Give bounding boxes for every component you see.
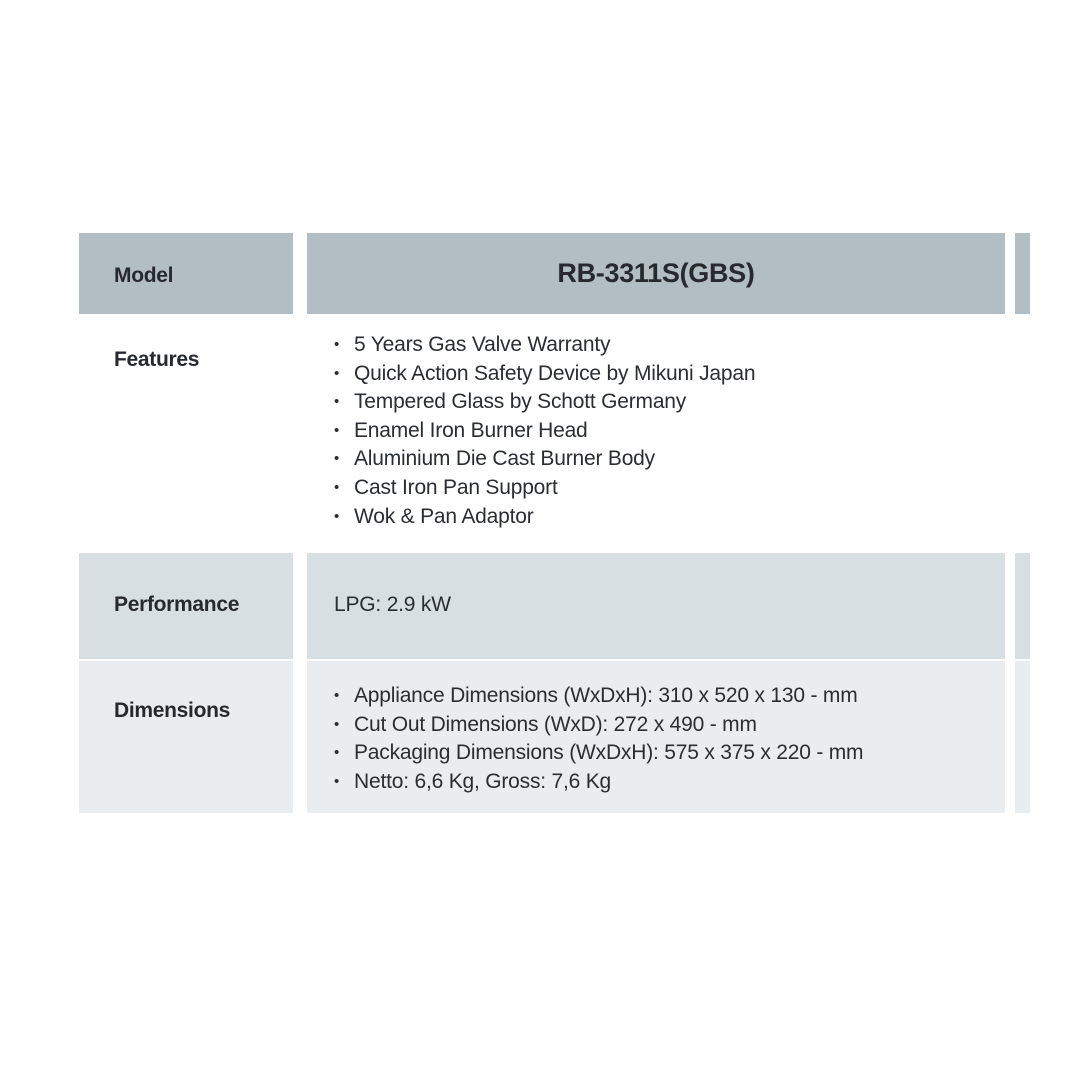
list-item: • Tempered Glass by Schott Germany [334, 388, 755, 417]
list-item: • Cut Out Dimensions (WxD): 272 x 490 - mm [334, 711, 863, 740]
model-value-cell [307, 233, 1005, 314]
performance-value: LPG: 2.9 kW [334, 593, 451, 616]
dimensions-label: Dimensions [114, 699, 231, 722]
features-row [79, 314, 1030, 552]
model-number: RB-3311S(GBS) [557, 258, 755, 288]
next-column-stub [1015, 314, 1030, 552]
features-label: Features [114, 348, 200, 371]
performance-row [79, 553, 1030, 659]
list-item: • Cast Iron Pan Support [334, 474, 755, 503]
performance-value-cell [307, 553, 1005, 659]
next-column-stub [1015, 233, 1030, 314]
performance-label-cell [79, 553, 293, 659]
dimensions-row [79, 661, 1030, 813]
dimensions-list [334, 682, 863, 796]
list-item: • Enamel Iron Burner Head [334, 417, 755, 446]
features-list [334, 331, 755, 531]
list-item: • Packaging Dimensions (WxDxH): 575 x 375 x 220 - mm [334, 739, 863, 768]
model-label-cell [79, 233, 293, 314]
features-value-cell [307, 314, 1005, 552]
model-label: Model [114, 264, 174, 287]
list-item: • Aluminium Die Cast Burner Body [334, 445, 755, 474]
list-item: • Appliance Dimensions (WxDxH): 310 x 520 x 130 - mm [334, 682, 863, 711]
list-item: • Wok & Pan Adaptor [334, 503, 755, 532]
dimensions-label-cell [79, 661, 293, 813]
next-column-stub [1015, 661, 1030, 813]
next-column-stub [1015, 553, 1030, 659]
dimensions-value-cell [307, 661, 1005, 813]
list-item: • 5 Years Gas Valve Warranty [334, 331, 755, 360]
list-item: • Netto: 6,6 Kg, Gross: 7,6 Kg [334, 768, 863, 797]
list-item: • Quick Action Safety Device by Mikuni Japan [334, 360, 755, 389]
model-row [79, 233, 1030, 314]
performance-label: Performance [114, 593, 240, 616]
features-label-cell [79, 314, 293, 552]
